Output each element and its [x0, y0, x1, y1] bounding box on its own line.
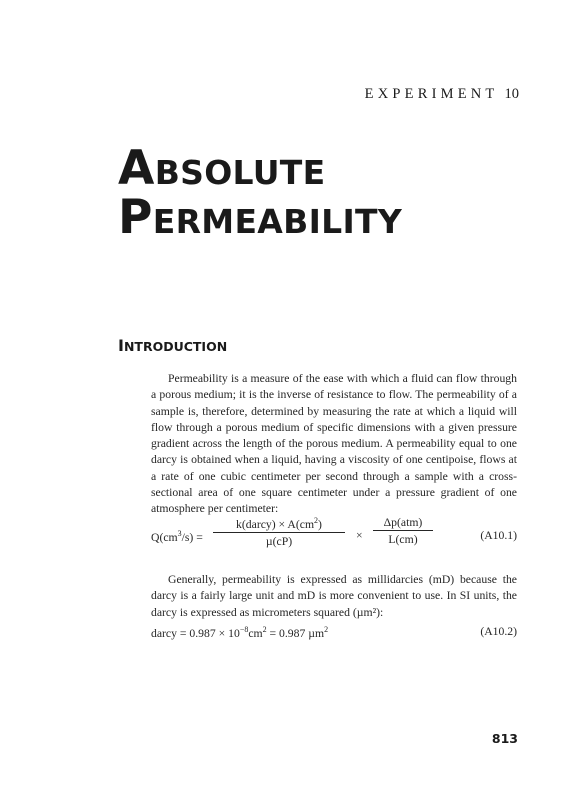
equation-label: (A10.1) — [480, 529, 517, 542]
fraction-numerator: Δp(atm) — [373, 516, 433, 531]
equation-a10-2 — [151, 625, 517, 643]
experiment-number: 10 — [504, 86, 519, 102]
numerator-text: k(darcy) × A(cm — [236, 517, 315, 531]
eq2-exponent-c: 2 — [324, 625, 329, 634]
fraction-pressure-gradient — [373, 516, 433, 546]
title-line-2-initial: P — [118, 190, 153, 245]
title-line-1-initial: A — [118, 141, 155, 196]
lhs-exponent: 3 — [177, 529, 182, 538]
page-title — [118, 141, 403, 245]
title-line-2 — [118, 190, 403, 245]
multiply-sign: × — [356, 529, 363, 542]
title-line-1-rest: BSOLUTE — [154, 153, 326, 192]
fraction-numerator — [213, 516, 345, 533]
experiment-header — [365, 86, 519, 103]
intro-paragraph-2: Generally, permeability is expressed as millidarcies (mD) because the darcy is a fairly large unit and mD is more convenient to use. In SI units, the darcy is expressed as micrometers squared (µm²): — [151, 573, 517, 619]
intro-paragraph-1: Permeability is a measure of the ease with which a fluid can flow through a porous medium; it is the inverse of resistance to flow. The permeability of a sample is, therefore, determined by measuring the rate at which a liquid will flow through a porous medium of specific dimensions with a given pressure gradient across the length of the porous medium. A permeability equal to one darcy is obtained when a liquid, having a viscosity of one centipoise, flows at a rate of one cubic centimeter per second through a sample with a cross-sectional area of one square centimeter under a pressure gradient of one atmosphere per centimeter: — [151, 372, 517, 516]
experiment-label: EXPERIMENT — [364, 86, 499, 102]
numerator-exponent: 2 — [314, 516, 319, 525]
section-heading-rest: NTRODUCTION — [123, 339, 228, 354]
eq2-exponent-a: −8 — [239, 625, 249, 634]
equation-a10-1 — [151, 516, 517, 556]
eq2-part-a: darcy = 0.987 × 10 — [151, 626, 240, 640]
fraction-permeability — [213, 516, 345, 548]
eq2-part-c: = 0.987 µm — [266, 626, 325, 640]
eq2-part-b: cm — [248, 626, 263, 640]
lhs-base: Q(cm — [151, 530, 178, 544]
lhs-tail: /s) = — [181, 530, 203, 544]
fraction-denominator: µ(cP) — [265, 534, 293, 548]
section-heading-initial: I — [118, 336, 124, 355]
equation-lhs — [151, 529, 203, 544]
title-line-2-rest: ERMEABILITY — [152, 202, 403, 241]
fraction-denominator: L(cm) — [388, 533, 418, 546]
equation-label: (A10.2) — [480, 625, 517, 638]
equation-body — [151, 625, 328, 640]
eq2-exponent-b: 2 — [262, 625, 267, 634]
numerator-close: ) — [318, 517, 322, 531]
page-number: 813 — [491, 731, 518, 746]
title-line-1 — [118, 141, 402, 196]
section-heading — [118, 336, 227, 355]
